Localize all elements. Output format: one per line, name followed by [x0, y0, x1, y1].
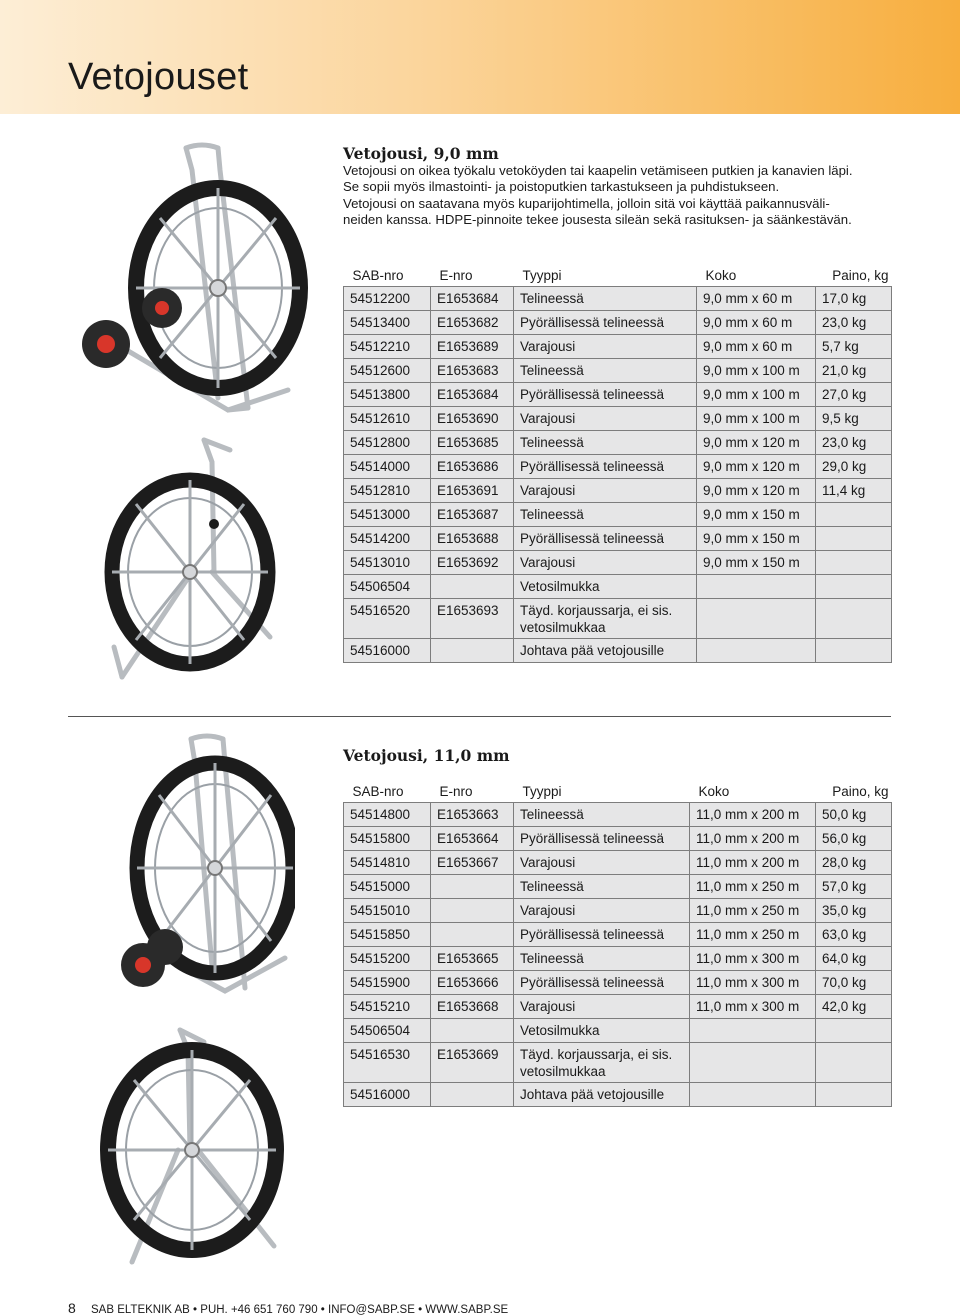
table-cell: 11,0 mm x 300 m [690, 947, 816, 971]
table-cell: E1653682 [431, 311, 514, 335]
table-cell: 54512200 [344, 287, 431, 311]
intro-line: Vetojousi on saatavana myös kuparijohtimella, jolloin sitä voi käyttää paikannusväli- [343, 195, 830, 211]
table-cell [816, 527, 892, 551]
column-header: E-nro [439, 784, 473, 799]
table-cell [690, 1019, 816, 1043]
table-row [344, 503, 892, 527]
table-cell: 54514800 [344, 803, 431, 827]
table-row [344, 1019, 892, 1043]
table-cell: E1653693 [431, 599, 514, 639]
page-number: 8 [68, 1300, 76, 1316]
table-cell: E1653690 [431, 407, 514, 431]
table-cell: 11,0 mm x 200 m [690, 827, 816, 851]
table-cell: Pyörällisessä telineessä [514, 971, 690, 995]
reel-trolley-icon [95, 733, 295, 1008]
table-cell: 54512800 [344, 431, 431, 455]
intro-line: Se sopii myös ilmastointi- ja poistoputkien tarkastukseen ja puhdistukseen. [343, 179, 780, 195]
table-cell [816, 551, 892, 575]
table-cell: Pyörällisessä telineessä [514, 383, 697, 407]
reel-stand-icon [98, 1020, 290, 1268]
table-cell: 11,0 mm x 200 m [690, 851, 816, 875]
table-row [344, 947, 892, 971]
table-cell: E1653668 [431, 995, 514, 1019]
table-cell: 54516520 [344, 599, 431, 639]
table-cell: Varajousi [514, 851, 690, 875]
table-header-row [344, 779, 892, 803]
reel-trolley-icon [78, 140, 308, 425]
table-header-row [344, 263, 892, 287]
table-cell: Telineessä [514, 359, 697, 383]
table-cell: E1653687 [431, 503, 514, 527]
table-cell: E1653669 [431, 1043, 514, 1083]
page-title: Vetojouset [68, 56, 249, 98]
column-header: Paino, kg [832, 784, 889, 799]
reel-stand-icon [92, 432, 282, 684]
table-row [344, 407, 892, 431]
table-cell: 54506504 [344, 575, 431, 599]
intro-line: neiden kanssa. HDPE-pinnoite tekee jousesta sileän sekä rasituksen- ja säänkestävän. [343, 212, 852, 228]
column-header: SAB-nro [352, 784, 404, 799]
table-cell: 9,0 mm x 120 m [697, 455, 816, 479]
table-cell: 54512600 [344, 359, 431, 383]
footer-contact: SAB ELTEKNIK AB • PUH. +46 651 760 790 • INFO@SABP.SE • WWW.SABP.SE [91, 1304, 509, 1316]
table-cell: 54515010 [344, 899, 431, 923]
column-header: Tyyppi [522, 784, 562, 799]
table-row [344, 875, 892, 899]
table-cell: 11,0 mm x 250 m [690, 899, 816, 923]
section-intro-9mm [343, 163, 903, 229]
table-cell: Varajousi [514, 335, 697, 359]
table-cell: Telineessä [514, 875, 690, 899]
table-cell: E1653684 [431, 383, 514, 407]
table-row [344, 311, 892, 335]
table-cell: 54514200 [344, 527, 431, 551]
table-cell: 70,0 kg [816, 971, 892, 995]
table-cell: 54516530 [344, 1043, 431, 1083]
intro-line: Vetojousi on oikea työkalu vetoköyden tai kaapelin vetämiseen putkien ja kanavien läpi. [343, 163, 853, 178]
table-cell: 11,4 kg [816, 479, 892, 503]
table-cell: 54515000 [344, 875, 431, 899]
table-cell: 27,0 kg [816, 383, 892, 407]
table-row [344, 1083, 892, 1107]
table-cell: Pyörällisessä telineessä [514, 311, 697, 335]
table-cell: 9,0 mm x 120 m [697, 431, 816, 455]
table-cell: 54515200 [344, 947, 431, 971]
table-cell: 9,0 mm x 60 m [697, 287, 816, 311]
table-cell: E1653663 [431, 803, 514, 827]
table-cell: 11,0 mm x 300 m [690, 971, 816, 995]
table-row [344, 803, 892, 827]
table-cell [431, 923, 514, 947]
table-cell: Telineessä [514, 287, 697, 311]
table-cell: 9,0 mm x 60 m [697, 311, 816, 335]
table-cell: E1653666 [431, 971, 514, 995]
table-cell: 9,0 mm x 150 m [697, 551, 816, 575]
table-cell [697, 639, 816, 663]
table-cell: 54516000 [344, 639, 431, 663]
table-cell [431, 1019, 514, 1043]
table-row [344, 455, 892, 479]
table-cell [690, 1043, 816, 1083]
table-cell: Vetosilmukka [514, 575, 697, 599]
page-header [0, 0, 960, 114]
table-cell: 11,0 mm x 250 m [690, 923, 816, 947]
table-cell: 11,0 mm x 250 m [690, 875, 816, 899]
table-cell [431, 639, 514, 663]
table-row [344, 551, 892, 575]
table-cell: 29,0 kg [816, 455, 892, 479]
table-cell: 54512210 [344, 335, 431, 359]
table-row [344, 479, 892, 503]
table-cell: Varajousi [514, 407, 697, 431]
table-cell: 9,0 mm x 100 m [697, 359, 816, 383]
table-cell: 54512810 [344, 479, 431, 503]
table-cell: 54513010 [344, 551, 431, 575]
table-row [344, 995, 892, 1019]
table-cell: 11,0 mm x 200 m [690, 803, 816, 827]
table-cell [697, 599, 816, 639]
table-row [344, 827, 892, 851]
table-cell [816, 575, 892, 599]
table-cell: 17,0 kg [816, 287, 892, 311]
table-cell: 54515850 [344, 923, 431, 947]
table-cell: 56,0 kg [816, 827, 892, 851]
table-cell: E1653686 [431, 455, 514, 479]
spec-table-9mm [343, 263, 892, 663]
table-cell: 11,0 mm x 300 m [690, 995, 816, 1019]
table-cell: Varajousi [514, 995, 690, 1019]
table-cell: 9,0 mm x 100 m [697, 383, 816, 407]
table-cell: 23,0 kg [816, 311, 892, 335]
table-cell: Vetosilmukka [514, 1019, 690, 1043]
table-cell: 9,0 mm x 120 m [697, 479, 816, 503]
column-header: Paino, kg [832, 268, 889, 283]
table-cell [431, 875, 514, 899]
table-cell: E1653684 [431, 287, 514, 311]
table-row [344, 971, 892, 995]
table-cell: Pyörällisessä telineessä [514, 527, 697, 551]
table-cell: Varajousi [514, 899, 690, 923]
table-cell: Telineessä [514, 947, 690, 971]
table-cell [816, 1043, 892, 1083]
section-title-11mm: Vetojousi, 11,0 mm [343, 746, 510, 765]
table-row [344, 923, 892, 947]
table-cell: E1653665 [431, 947, 514, 971]
table-cell: E1653664 [431, 827, 514, 851]
table-cell: 54515800 [344, 827, 431, 851]
column-header: Koko [698, 784, 730, 799]
table-row [344, 335, 892, 359]
table-cell: 54514810 [344, 851, 431, 875]
spec-table-11mm [343, 779, 892, 1107]
table-cell: 50,0 kg [816, 803, 892, 827]
table-row [344, 851, 892, 875]
page-footer [68, 1300, 508, 1316]
table-cell [816, 503, 892, 527]
table-cell: Pyörällisessä telineessä [514, 923, 690, 947]
table-row [344, 287, 892, 311]
table-cell: Varajousi [514, 479, 697, 503]
table-cell: 21,0 kg [816, 359, 892, 383]
column-header: E-nro [439, 268, 473, 283]
table-cell: 64,0 kg [816, 947, 892, 971]
table-row [344, 383, 892, 407]
column-header: Koko [705, 268, 737, 283]
table-row [344, 527, 892, 551]
table-cell: E1653692 [431, 551, 514, 575]
table-cell: 54515210 [344, 995, 431, 1019]
table-cell: Pyörällisessä telineessä [514, 827, 690, 851]
table-cell: 54513000 [344, 503, 431, 527]
table-cell: E1653667 [431, 851, 514, 875]
section-title-9mm: Vetojousi, 9,0 mm [343, 144, 499, 163]
table-cell: E1653689 [431, 335, 514, 359]
table-cell: Täyd. korjaussarja, ei sis. vetosilmukkaa [514, 1043, 690, 1083]
table-cell: 54513800 [344, 383, 431, 407]
table-cell [690, 1083, 816, 1107]
table-cell: Johtava pää vetojousille [514, 1083, 690, 1107]
table-cell [697, 575, 816, 599]
table-cell: Pyörällisessä telineessä [514, 455, 697, 479]
table-cell [816, 1019, 892, 1043]
table-cell: 9,0 mm x 60 m [697, 335, 816, 359]
table-cell: 35,0 kg [816, 899, 892, 923]
table-row [344, 359, 892, 383]
table-cell: 9,0 mm x 100 m [697, 407, 816, 431]
table-cell [431, 899, 514, 923]
table-cell [431, 1083, 514, 1107]
table-cell: E1653685 [431, 431, 514, 455]
table-cell: 42,0 kg [816, 995, 892, 1019]
table-cell: 9,0 mm x 150 m [697, 527, 816, 551]
table-cell: Varajousi [514, 551, 697, 575]
table-cell [816, 599, 892, 639]
table-cell [816, 639, 892, 663]
table-row [344, 431, 892, 455]
table-cell: 54515900 [344, 971, 431, 995]
table-cell [431, 575, 514, 599]
table-cell [816, 1083, 892, 1107]
table-row [344, 599, 892, 639]
table-cell: E1653683 [431, 359, 514, 383]
table-cell: 54506504 [344, 1019, 431, 1043]
column-header: Tyyppi [522, 268, 562, 283]
table-cell: 54516000 [344, 1083, 431, 1107]
table-cell: 5,7 kg [816, 335, 892, 359]
table-cell: 28,0 kg [816, 851, 892, 875]
section-divider [68, 716, 891, 717]
table-cell: 57,0 kg [816, 875, 892, 899]
table-cell: 54513400 [344, 311, 431, 335]
table-cell: E1653691 [431, 479, 514, 503]
table-cell: 54514000 [344, 455, 431, 479]
table-cell: 54512610 [344, 407, 431, 431]
table-cell: E1653688 [431, 527, 514, 551]
table-row [344, 575, 892, 599]
table-cell: 9,0 mm x 150 m [697, 503, 816, 527]
table-cell: Täyd. korjaussarja, ei sis. vetosilmukkaa [514, 599, 697, 639]
table-cell: Johtava pää vetojousille [514, 639, 697, 663]
table-cell: 63,0 kg [816, 923, 892, 947]
table-cell: Telineessä [514, 803, 690, 827]
table-cell: 9,5 kg [816, 407, 892, 431]
table-row [344, 639, 892, 663]
column-header: SAB-nro [352, 268, 404, 283]
table-row [344, 1043, 892, 1083]
table-cell: Telineessä [514, 431, 697, 455]
table-row [344, 899, 892, 923]
table-cell: Telineessä [514, 503, 697, 527]
table-cell: 23,0 kg [816, 431, 892, 455]
